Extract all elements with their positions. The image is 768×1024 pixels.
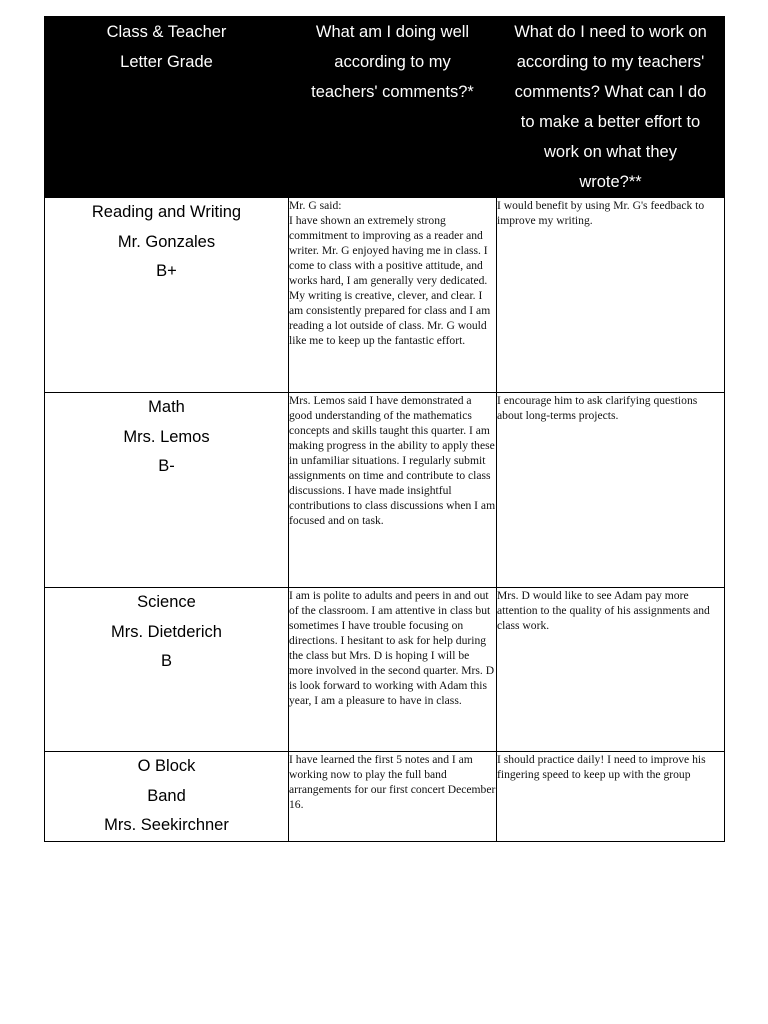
teacher-name: Mrs. Seekirchner <box>104 816 229 834</box>
work-on-cell: I would benefit by using Mr. G's feedback to improve my writing. <box>497 198 725 393</box>
class-name: Math <box>148 398 185 416</box>
class-name: Reading and Writing <box>91 203 242 221</box>
table-header <box>45 17 725 198</box>
table-row <box>45 393 725 588</box>
class-name: Science <box>137 593 196 611</box>
doing-well-cell: I have learned the first 5 notes and I am working now to play the full band arrangements for our first concert December 16. <box>289 752 497 842</box>
header-work-on: What do I need to work on according to my teachers' comments? What can I do to make a better effort to work on what they wrote?** <box>497 17 725 198</box>
work-on-cell: I should practice daily! I need to improve his fingering speed to keep up with the group <box>497 752 725 842</box>
table-row <box>45 588 725 752</box>
subject-cell <box>45 752 289 842</box>
class-name: O Block <box>137 757 196 775</box>
subject-cell <box>45 588 289 752</box>
doing-well-cell: I am is polite to adults and peers in and out of the classroom. I am attentive in class but sometimes I have trouble focusing on directions. I hesitant to ask for help during the class but Mrs. D is hoping I will be more involved in the second quarter. Mrs. D is look forward to working with Adam this year, I am a pleasure to have in class. <box>289 588 497 752</box>
subject-cell <box>45 198 289 393</box>
teacher-name: Mrs. Lemos <box>123 427 210 446</box>
doing-well-cell: Mr. G said: I have shown an extremely strong commitment to improving as a reader and writer. Mr. G enjoyed having me in class. I come to class with a positive attitude, and works hard, I am generally very dedicated. My writing is creative, clever, and clear. I am consistently prepared for class and I am reading a lot outside of class. Mr. G would like me to keep up the fantastic effort. <box>289 198 497 393</box>
report-sheet <box>44 16 724 842</box>
work-on-cell: Mrs. D would like to see Adam pay more attention to the quality of his assignments and class work. <box>497 588 725 752</box>
header-class-teacher: Class & Teacher Letter Grade <box>45 17 289 198</box>
letter-grade: B <box>160 652 172 670</box>
subject-cell <box>45 393 289 588</box>
work-on-cell: I encourage him to ask clarifying questions about long-terms projects. <box>497 393 725 588</box>
reflection-table <box>44 16 725 842</box>
table-row <box>45 198 725 393</box>
doing-well-cell: Mrs. Lemos said I have demonstrated a good understanding of the mathematics concepts and skills taught this quarter. I am making progress in the ability to apply these in unfamiliar situations. I regularly submit assignments on time and contribute to class discussions. I have made insightful contributions to class discussions when I am focused and on task. <box>289 393 497 588</box>
teacher-name: Mrs. Dietderich <box>111 622 222 641</box>
table-row <box>45 752 725 842</box>
letter-grade: B- <box>158 457 175 475</box>
header-doing-well: What am I doing well according to my teachers' comments?* <box>289 17 497 198</box>
teacher-name: Mr. Gonzales <box>117 232 216 251</box>
class-subtitle: Band <box>147 786 186 805</box>
letter-grade: B+ <box>156 262 177 280</box>
